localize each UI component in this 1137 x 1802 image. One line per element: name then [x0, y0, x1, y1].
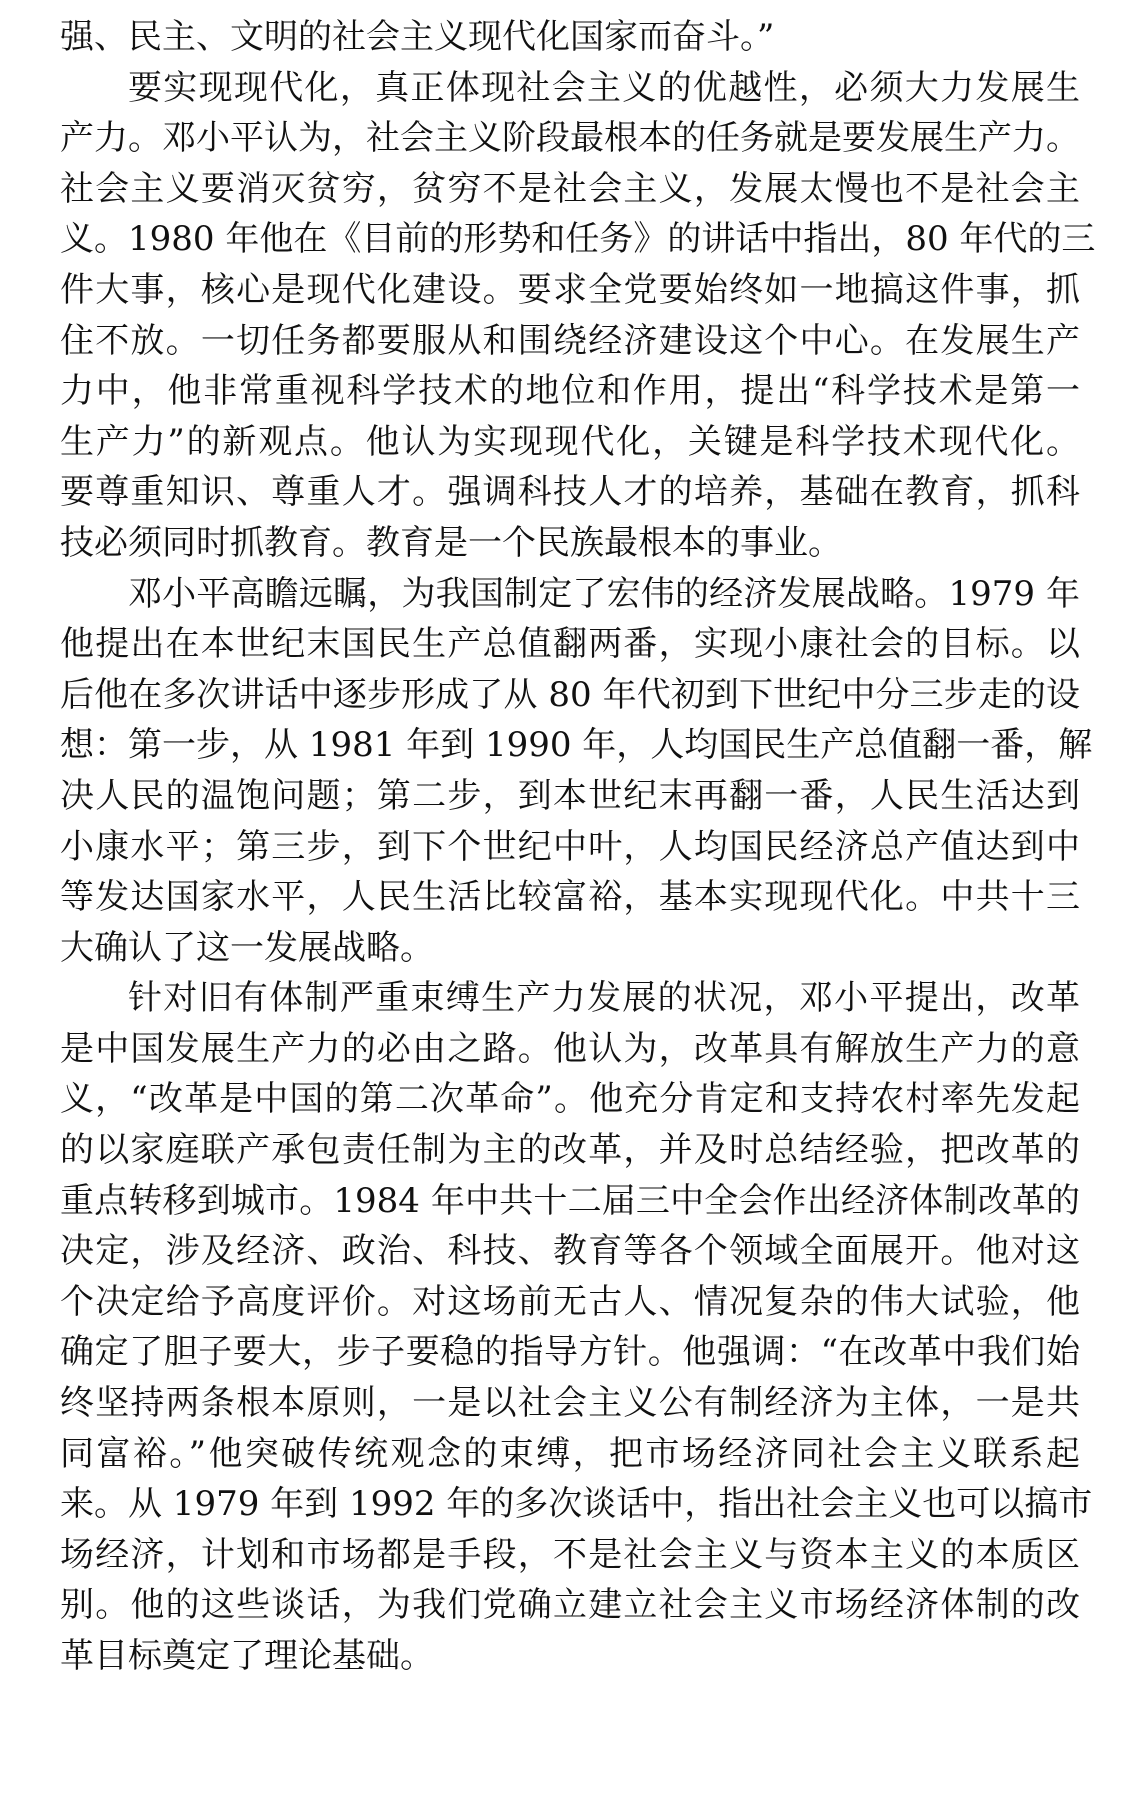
- text-line: 终坚持两条根本原则，一是以社会主义公有制经济为主体，一是共: [60, 1383, 1080, 1424]
- text-line: 社会主义要消灭贫穷，贫穷不是社会主义，发展太慢也不是社会主: [60, 168, 1080, 209]
- text-line: 小康水平；第三步，到下个世纪中叶，人均国民经济总产值达到中: [60, 826, 1080, 867]
- document-page: [60, 12, 1096, 1682]
- text-line: 强、民主、文明的社会主义现代化国家而奋斗。”: [60, 17, 775, 57]
- paragraph-first-line: 邓小平高瞻远瞩，为我国制定了宏伟的经济发展战略。1979 年: [128, 573, 1080, 614]
- text-line: 是中国发展生产力的必由之路。他认为，改革具有解放生产力的意: [60, 1028, 1080, 1069]
- paragraph-last-line: 技必须同时抓教育。教育是一个民族最根本的事业。: [60, 522, 842, 563]
- paragraph-first-line: 针对旧有体制严重束缚生产力发展的状况，邓小平提出，改革: [128, 978, 1080, 1019]
- text-line: 场经济，计划和市场都是手段，不是社会主义与资本主义的本质区: [60, 1534, 1080, 1575]
- text-line: 个决定给予高度评价。对这场前无古人、情况复杂的伟大试验，他: [60, 1281, 1080, 1322]
- text-line: 的以家庭联产承包责任制为主的改革，并及时总结经验，把改革的: [60, 1130, 1080, 1171]
- text-line: 来。从 1979 年到 1992 年的多次谈话中，指出社会主义也可以搞市: [60, 1484, 1093, 1525]
- text-line: 后他在多次讲话中逐步形成了从 80 年代初到下世纪中分三步走的设: [60, 674, 1080, 715]
- text-line: 件大事，核心是现代化建设。要求全党要始终如一地搞这件事，抓: [60, 269, 1080, 310]
- text-line: 决人民的温饱问题；第二步，到本世纪末再翻一番，人民生活达到: [60, 775, 1080, 816]
- text-line: 生产力”的新观点。他认为实现现代化，关键是科学技术现代化。: [60, 421, 1080, 462]
- text-line: 他提出在本世纪末国民生产总值翻两番，实现小康社会的目标。以: [60, 624, 1080, 665]
- text-line: 义。1980 年他在《目前的形势和任务》的讲话中指出，80 年代的三: [60, 219, 1096, 260]
- text-line: 要尊重知识、尊重人才。强调科技人才的培养，基础在教育，抓科: [60, 472, 1080, 513]
- paragraph-last-line: 大确认了这一发展战略。: [60, 927, 434, 968]
- text-line: 重点转移到城市。1984 年中共十二届三中全会作出经济体制改革的: [60, 1180, 1080, 1221]
- text-line: 住不放。一切任务都要服从和围绕经济建设这个中心。在发展生产: [60, 320, 1080, 361]
- text-line: 产力。邓小平认为，社会主义阶段最根本的任务就是要发展生产力。: [60, 118, 1080, 159]
- text-line: 同富裕。”他突破传统观念的束缚，把市场经济同社会主义联系起: [60, 1433, 1080, 1474]
- text-line: 确定了胆子要大，步子要稳的指导方针。他强调：“在改革中我们始: [60, 1332, 1080, 1373]
- paragraph-first-line: 要实现现代化，真正体现社会主义的优越性，必须大力发展生: [128, 67, 1080, 108]
- text-line: 等发达国家水平，人民生活比较富裕，基本实现现代化。中共十三: [60, 877, 1080, 918]
- text-line: 决定，涉及经济、政治、科技、教育等各个领域全面展开。他对这: [60, 1231, 1080, 1272]
- text-line: 力中，他非常重视科学技术的地位和作用，提出“科学技术是第一: [60, 371, 1080, 412]
- paragraph-last-line: 革目标奠定了理论基础。: [60, 1636, 434, 1676]
- text-line: 义，“改革是中国的第二次革命”。他充分肯定和支持农村率先发起: [60, 1079, 1080, 1120]
- text-line: 想：第一步，从 1981 年到 1990 年，人均国民生产总值翻一番，解: [60, 725, 1093, 766]
- text-line: 别。他的这些谈话，为我们党确立建立社会主义市场经济体制的改: [60, 1585, 1080, 1626]
